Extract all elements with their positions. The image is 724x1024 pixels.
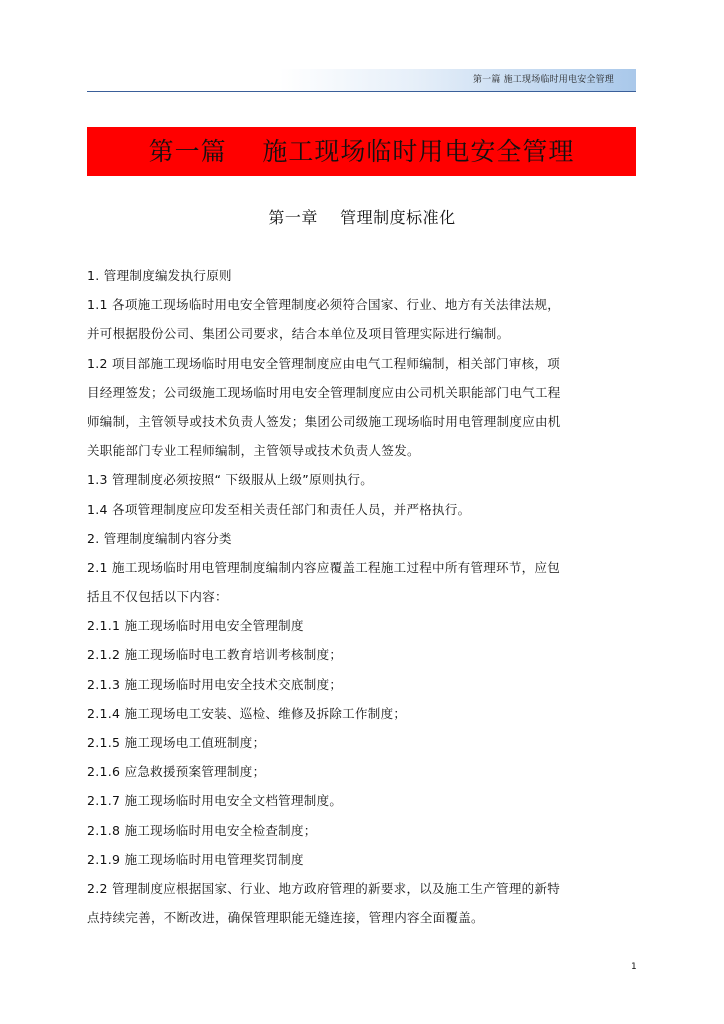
text-line: 1.2 项目部施工现场临时用电安全管理制度应由电气工程师编制，相关部门审核，项 [87,355,561,371]
chapter-title: 第一章 管理制度标准化 [268,208,456,227]
text-line: 1. 管理制度编发执行原则 [87,268,232,283]
running-header-title: 第一篇 施工现场临时用电安全管理 [472,75,614,85]
text-line: 2.1.9 施工现场临时用电管理奖罚制度 [87,851,304,867]
text-line: 关职能部门专业工程师编制，主管领导或技术负责人签发。 [87,443,420,459]
page-number: 1 [631,962,637,972]
text-line: 2.1.8 施工现场临时用电安全检查制度； [87,822,317,838]
text-line: 2.2 管理制度应根据国家、行业、地方政府管理的新要求，以及施工生产管理的新特 [87,880,561,896]
text-line: 2.1.2 施工现场临时电工教育培训考核制度； [87,647,343,663]
text-line: 1.1 各项施工现场临时用电安全管理制度必须符合国家、行业、地方有关法律法规， [87,297,561,313]
text-line: 2.1.3 施工现场临时用电安全技术交底制度； [87,676,343,692]
text-line: 师编制，主管领导或技术负责人签发；集团公司级施工现场临时用电管理制度应由机 [87,413,561,429]
text-line: 目经理签发；公司级施工现场临时用电安全管理制度应由公司机关职能部门电气工程 [87,384,561,400]
text-line: 2.1.4 施工现场电工安装、巡检、维修及拆除工作制度； [87,705,407,721]
body-text [87,261,607,932]
text-line: 2.1.6 应急救援预案管理制度； [87,764,266,780]
text-line: 1.3 管理制度必须按照“ 下级服从上级”原则执行。 [87,472,374,488]
text-line: 并可根据股份公司、集团公司要求，结合本单位及项目管理实际进行编制。 [87,326,510,342]
text-line: 括且不仅包括以下内容： [87,589,228,605]
text-line: 2.1 施工现场临时用电管理制度编制内容应覆盖工程施工过程中所有管理环节，应包 [87,559,561,575]
text-line: 2.1.7 施工现场临时用电安全文档管理制度。 [87,793,343,809]
part-title-banner: 第一篇 施工现场临时用电安全管理 [87,127,636,176]
text-line: 2.1.5 施工现场电工值班制度； [87,735,266,750]
text-line: 点持续完善，不断改进，确保管理职能无缝连接，管理内容全面覆盖。 [87,910,484,926]
text-line: 2. 管理制度编制内容分类 [87,530,232,546]
text-line: 2.1.1 施工现场临时用电安全管理制度 [87,618,304,634]
text-line: 1.4 各项管理制度应印发至相关责任部门和责任人员，并严格执行。 [87,501,471,517]
running-header [87,69,636,92]
